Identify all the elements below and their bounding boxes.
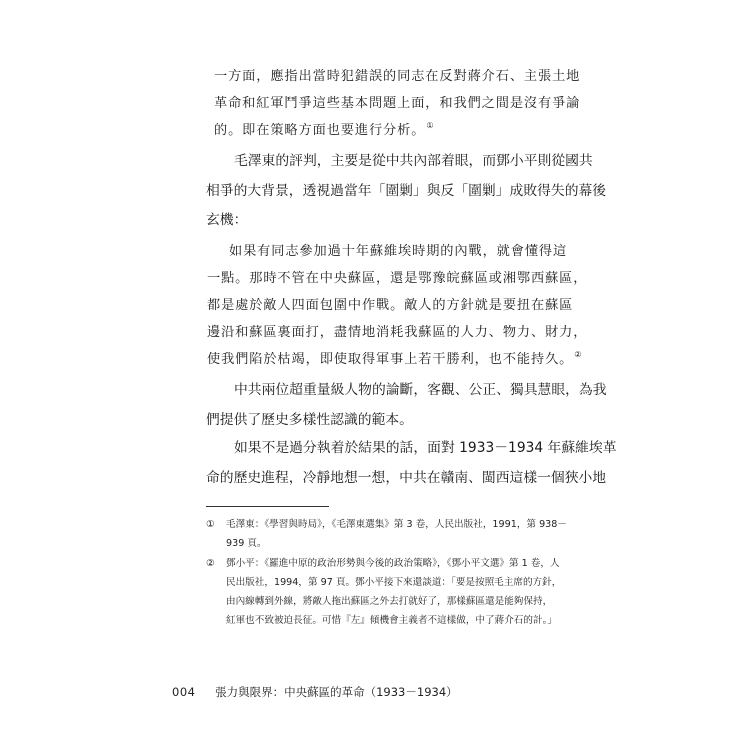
paragraph-line: 毛澤東的評判，主要是從中共內部着眼，而鄧小平則從國共 [234,153,593,169]
paragraph-line: 玄機： [206,212,248,228]
footnotes [206,515,567,631]
footnote-line: 鄧小平：《羅進中原的政治形勢與今後的政治策略》，《鄧小平文選》第 1 卷，人 [226,558,560,569]
footnote-2 [206,554,562,630]
paragraph-line: 中共兩位超重量級人物的論斷，客觀、公正、獨具慧眼，為我 [234,382,607,398]
footnote-1 [206,515,567,553]
quote-line-text: 使我們陷於枯竭，即使取得軍事上若干勝利，也不能持久。 [207,352,574,367]
footnote-line: 939 頁。 [226,538,267,549]
quote-line: 都是處於敵人四面包圍中作戰。敵人的方針就是要扭在蘇區 [207,298,574,313]
footnote-reference-1[interactable]: ① [426,121,435,130]
page-number: 004 [172,685,196,699]
paragraph-line: 們提供了歷史多樣性認識的範本。 [206,411,413,428]
paragraph-3 [206,434,617,493]
footnote-reference-2[interactable]: ② [574,350,583,359]
paragraph-line: 命的歷史進程，冷靜地想一想，中共在贛南、閩西這樣一個狹小地 [206,469,607,486]
footnote-line: 紅軍也不致被迫長征。可惜『左』傾機會主義者不這樣做，中了蔣介石的計。」 [226,615,557,626]
block-quote-deng [207,238,588,373]
paragraph-line: 相爭的大背景，透視過當年「圍剿」與反「圍剿」成敗得失的幕後 [206,182,607,199]
paragraph-line: 如果不是過分執着於結果的話，面對 1933－1934 年蘇維埃革 [234,440,617,456]
quote-line: 一方面，應指出當時犯錯誤的同志在反對蔣介石、主張土地 [214,69,581,84]
footnote-line: 毛澤東：《學習與時局》，《毛澤東選集》第 3 卷，人民出版社，1991，第 938－ [226,519,567,530]
paragraph-1 [206,147,607,236]
footnote-line: 由內線轉到外線，將敵人拖出蘇區之外去打就好了，那樣蘇區還是能夠保持， [226,596,553,607]
quote-line: 革命和紅軍鬥爭這些基本問題上面，和我們之間是沒有爭論 [214,96,581,111]
quote-line: 如果有同志參加過十年蘇維埃時期的內戰，就會懂得這 [229,244,568,259]
quote-line [214,117,536,144]
quote-line: 邊沿和蘇區裏面打，盡情地消耗我蘇區的人力、物力、財力， [207,325,588,340]
block-quote-mao [214,63,581,144]
footnote-divider [206,506,329,507]
running-title: 張力與限界：中央蘇區的革命（1933－1934） [215,685,458,699]
footnote-line: 民出版社，1994，第 97 頁。鄧小平接下來還談道：「要是按照毛主席的方針， [226,577,562,588]
footnote-marker: ① [206,519,215,530]
quote-line: 一點。那時不管在中央蘇區，還是鄂豫皖蘇區或湘鄂西蘇區， [207,271,588,286]
page-footer [172,684,458,700]
footnote-marker: ② [206,558,215,569]
paragraph-2 [206,376,607,435]
quote-line-text: 的。即在策略方面也要進行分析。 [214,123,426,138]
quote-line [207,346,583,373]
